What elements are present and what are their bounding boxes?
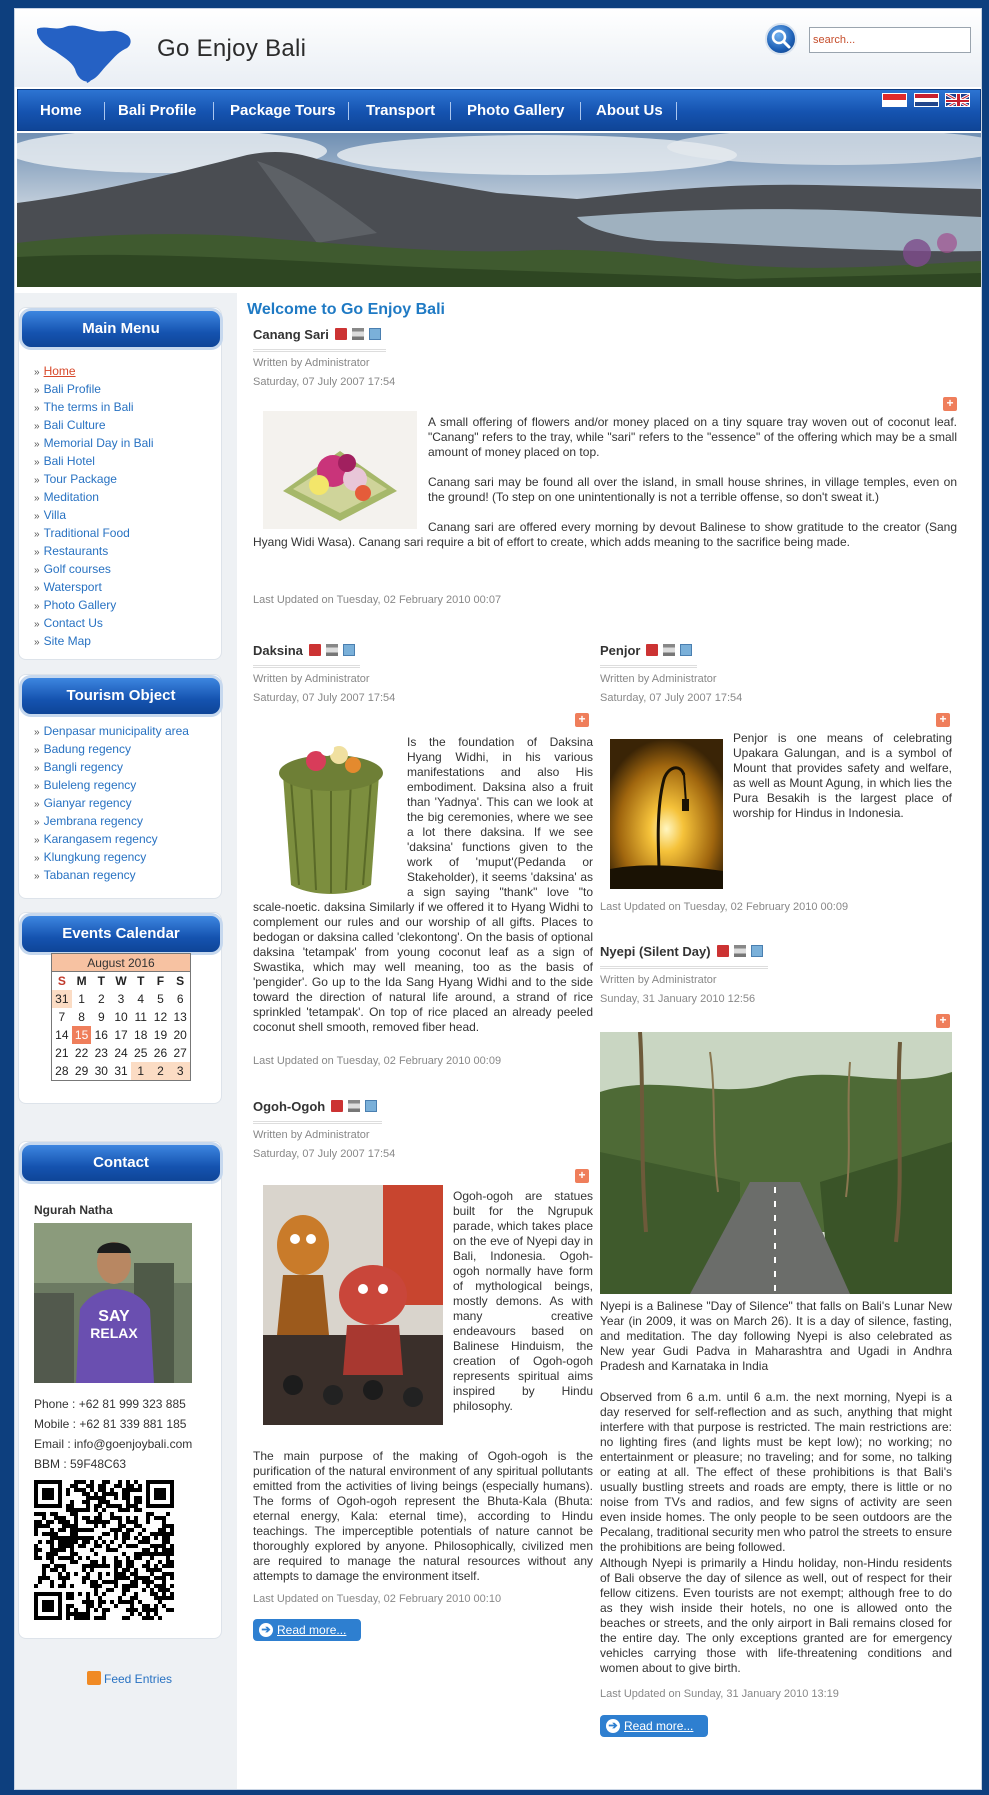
print-icon[interactable]: [734, 945, 746, 957]
article-updated: Last Updated on Tuesday, 02 February 2010 00:09: [600, 901, 849, 913]
bullet-icon: »: [34, 781, 40, 792]
calendar-day[interactable]: 25: [134, 1046, 148, 1060]
tourism-item-label: Klungkung regency: [43, 850, 147, 864]
tourism-item-tabanan[interactable]: [34, 866, 189, 884]
tourism-item-klungkung[interactable]: [34, 848, 189, 866]
calendar-day[interactable]: 9: [97, 1010, 105, 1024]
menu-item-site-map[interactable]: [34, 632, 154, 650]
contact-title: Contact: [19, 1142, 223, 1184]
menu-item-traditional-food[interactable]: [34, 524, 154, 542]
bullet-icon: »: [34, 871, 40, 882]
nav-separator: [213, 102, 214, 120]
calendar-weekday: W: [115, 974, 127, 988]
article-title: [600, 643, 697, 668]
tourism-item-gianyar[interactable]: [34, 794, 189, 812]
calendar-week: [52, 1062, 190, 1080]
bullet-icon: »: [34, 853, 40, 864]
article-paragraph: Canang sari are offered every morning by devout Balinese to show gratitude to the creator (Sang Hyang Widi Wasa). Canang sari require a bit of effort to create, which adds meaning to the sacrifice being made.: [253, 520, 957, 549]
article-paragraph: Nyepi is a Balinese "Day of Silence" that falls on Bali's Lunar New Year (in 2009, it was on March 26). It is a day of silence, fasting, and meditation. The day following Nyepi is also celebrated as New year Gudi Padva in Maharashtra and Ugadi in Andhra Pradesh and Karnataka in India: [600, 1299, 952, 1373]
article-updated: Last Updated on Tuesday, 02 February 2010 00:10: [253, 1593, 502, 1605]
pdf-icon[interactable]: [335, 328, 347, 340]
bullet-icon: »: [34, 421, 40, 432]
menu-item-label: Bali Hotel: [43, 454, 95, 468]
article-tools: [717, 945, 768, 960]
nav-home[interactable]: Home: [40, 102, 82, 119]
article-paragraph: Canang sari may be found all over the island, in small house shrines, in village temples, even on the ground! (To step on one unintentionally is not a terrible offense, so don't sweat it.): [428, 475, 957, 504]
site-title[interactable]: Go Enjoy Bali: [157, 35, 307, 62]
menu-item-label: Home: [43, 364, 76, 378]
calendar-day[interactable]: 10: [114, 1010, 128, 1024]
calendar-weekday: F: [156, 974, 165, 988]
article-title: [600, 944, 768, 969]
menu-item-label: Traditional Food: [43, 526, 130, 540]
email-icon[interactable]: [343, 644, 355, 656]
bullet-icon: »: [34, 367, 40, 378]
tourism-item-buleleng[interactable]: [34, 776, 189, 794]
events-calendar-title: Events Calendar: [19, 913, 223, 955]
calendar-day[interactable]: 13: [173, 1010, 187, 1024]
article-paragraph: A small offering of flowers and/or money placed on a tiny square tray woven out of coconut leaf. "Canang" refers to the tray, while "sari" refers to the "essence" of the offering which may be a small amount of money placed on top.: [428, 415, 957, 459]
tourism-item-badung[interactable]: [34, 740, 189, 758]
menu-item-label: Golf courses: [43, 562, 111, 576]
article-title: [253, 643, 360, 668]
calendar-day[interactable]: 1: [78, 992, 85, 1006]
contact-name: Ngurah Natha: [34, 1203, 113, 1217]
nav-separator: [450, 102, 451, 120]
article-date: Saturday, 07 July 2007 17:54: [253, 1148, 396, 1160]
calendar-weekday: T: [137, 974, 145, 988]
article-ogoh-ogoh: [253, 1099, 593, 1659]
bullet-icon: »: [34, 601, 40, 612]
tourism-item-denpasar[interactable]: [34, 722, 189, 740]
article-tools: [335, 328, 386, 343]
article-date: Sunday, 31 January 2010 12:56: [600, 993, 756, 1005]
article-tools: [331, 1100, 382, 1115]
calendar-day[interactable]: 24: [114, 1046, 128, 1060]
menu-item-meditation[interactable]: [34, 488, 154, 506]
tourism-item-jembrana[interactable]: [34, 812, 189, 830]
menu-item-terms[interactable]: [34, 398, 154, 416]
expand-icon[interactable]: +: [936, 713, 950, 727]
article-author: Written by Administrator: [253, 673, 370, 685]
calendar-day[interactable]: 17: [114, 1028, 128, 1042]
calendar-day[interactable]: 31: [52, 990, 72, 1008]
article-paragraph: Observed from 6 a.m. until 6 a.m. the next morning, Nyepi is a day reserved for self-reflection and as such, anything that might interfere with that purpose is restricted. The main restrictions are: no lighting fires (and lights must be kept low); no working; no entertainment or pleasure; no traveling; and for some, no talking or eating at all. The effect of these prohibitions is that Bali's usually bustling streets and roads are empty, there is little or no noise from TVs and radios, and few signs of activity are seen even inside homes. The only people to be seen outdoors are the Pecalang, traditional security men who patrol the streets to ensure the prohibitions are being followed.: [600, 1390, 952, 1554]
menu-item-villa[interactable]: [34, 506, 154, 524]
print-icon[interactable]: [663, 644, 675, 656]
tourism-item-label: Tabanan regency: [43, 868, 136, 882]
calendar-weekday: S: [176, 974, 185, 988]
mountain-banner-image: [17, 133, 981, 287]
menu-item-label: Site Map: [43, 634, 91, 648]
tourism-item-label: Jembrana regency: [43, 814, 143, 828]
read-more-label: Read more...: [624, 1719, 694, 1733]
page: [14, 8, 982, 1790]
calendar-day[interactable]: 27: [173, 1046, 187, 1060]
bullet-icon: »: [34, 619, 40, 630]
article-date: Saturday, 07 July 2007 17:54: [253, 692, 396, 704]
calendar-week: [52, 990, 190, 1008]
calendar-day[interactable]: 3: [117, 992, 125, 1006]
feed-entries-label: Feed Entries: [104, 1672, 173, 1686]
article-author: Written by Administrator: [600, 974, 717, 986]
calendar-day[interactable]: 18: [134, 1028, 148, 1042]
email-icon[interactable]: [751, 945, 763, 957]
menu-item-label: Tour Package: [43, 472, 117, 486]
print-icon[interactable]: [348, 1100, 360, 1112]
calendar-weekdays: [52, 972, 190, 990]
calendar-week: [52, 1044, 190, 1062]
menu-item-label: Contact Us: [43, 616, 103, 630]
contact-mobile: Mobile : +62 81 339 881 185: [34, 1417, 187, 1431]
article-title: [253, 327, 386, 352]
expand-icon[interactable]: +: [943, 397, 957, 411]
rss-icon: [87, 1671, 101, 1685]
article-author: Written by Administrator: [253, 357, 370, 369]
nyepi-road-image: [600, 1032, 952, 1294]
calendar-day[interactable]: 16: [94, 1028, 108, 1042]
print-icon[interactable]: [352, 328, 364, 340]
menu-item-memorial-day[interactable]: [34, 434, 154, 452]
calendar-day[interactable]: 5: [157, 992, 164, 1006]
calendar-day[interactable]: 31: [114, 1064, 128, 1078]
menu-item-home[interactable]: [34, 362, 154, 380]
page-title: Welcome to Go Enjoy Bali: [247, 301, 445, 318]
article-title-text[interactable]: Nyepi (Silent Day): [600, 944, 711, 959]
bullet-icon: »: [34, 475, 40, 486]
calendar-day[interactable]: 8: [78, 1010, 85, 1024]
calendar-day[interactable]: 3: [170, 1062, 190, 1080]
article-tools: [309, 644, 360, 659]
tourism-item-label: Denpasar municipality area: [43, 724, 189, 738]
feed-entries-link[interactable]: [87, 1671, 172, 1686]
menu-item-label: The terms in Bali: [43, 400, 134, 414]
expand-icon[interactable]: +: [575, 713, 589, 727]
calendar-day[interactable]: 6: [176, 992, 184, 1006]
main-content: [237, 293, 982, 1790]
menu-item-bali-profile[interactable]: [34, 380, 154, 398]
expand-icon[interactable]: +: [575, 1169, 589, 1183]
calendar-day[interactable]: 7: [58, 1010, 66, 1024]
search-icon: [767, 25, 795, 53]
pdf-icon[interactable]: [646, 644, 658, 656]
article-body: [253, 735, 593, 1035]
menu-item-culture[interactable]: [34, 416, 154, 434]
calendar-day[interactable]: 4: [137, 992, 145, 1006]
nav-about-us[interactable]: About Us: [596, 102, 663, 119]
flag-indonesia-icon[interactable]: [882, 93, 907, 107]
contact-email[interactable]: Email : info@goenjoybali.com: [34, 1437, 193, 1451]
article-title-text[interactable]: Ogoh-Ogoh: [253, 1099, 326, 1114]
bullet-icon: »: [34, 799, 40, 810]
calendar-day[interactable]: 12: [153, 1010, 168, 1024]
menu-item-label: Bali Profile: [43, 382, 101, 396]
tourism-item-label: Karangasem regency: [43, 832, 158, 846]
calendar-day[interactable]: 11: [134, 1010, 147, 1024]
tourism-item-bangli[interactable]: [34, 758, 189, 776]
menu-item-label: Villa: [43, 508, 67, 522]
article-date: Saturday, 07 July 2007 17:54: [600, 692, 743, 704]
read-more-label: Read more...: [277, 1623, 347, 1637]
article-penjor: [600, 643, 952, 913]
article-nyepi: [600, 944, 952, 1744]
svg-text:RELAX: RELAX: [90, 1325, 138, 1341]
calendar-weekday: M: [76, 974, 87, 988]
menu-item-watersport[interactable]: [34, 578, 154, 596]
tourism-object-title: Tourism Object: [19, 675, 223, 717]
email-icon[interactable]: [369, 328, 381, 340]
bullet-icon: »: [34, 403, 40, 414]
article-paragraph: Ogoh-ogoh are statues built for the Ngrupuk parade, which takes place on the eve of Nyepi day in Bali, Indonesia. Ogoh-ogoh normally have form of mythological beings, mostly demons. As with many creative endeavours based on Balinese Hinduism, the creation of Ogoh-ogoh represents spiritual aims inspired by Hindu philosophy.: [453, 1189, 593, 1413]
canang-sari-image: [263, 411, 417, 529]
tourism-item-karangasem[interactable]: [34, 830, 189, 848]
nav-separator: [580, 102, 581, 120]
article-date: Saturday, 07 July 2007 17:54: [253, 376, 396, 388]
bullet-icon: »: [34, 529, 40, 540]
pdf-icon[interactable]: [309, 644, 321, 656]
menu-item-label: Watersport: [43, 580, 102, 594]
contact-bbm: BBM : 59F48C63: [34, 1457, 127, 1471]
menu-item-label: Bali Culture: [43, 418, 106, 432]
calendar-day[interactable]: 20: [173, 1028, 187, 1042]
calendar-day[interactable]: 30: [94, 1064, 108, 1078]
article-body-text: Is the foundation of Daksina Hyang Widhi, in his various manifestations and also His embodiment. Daksina also a fruit than 'Yadnya'. This can we look at the big ceremonies, where we see a lot there daksina. If we see 'daksina' functions given to the work of 'muput'(Pedanda or Stakeholder), it seems 'daksina' as a sign saying "thank" love "to scale-noetic. daksina Similarly if we offered it to Hyang Widhi to complement our rules and our worship of all gifts. Places to bedogan or daksina called 'clekontong'. On the basis of optional daksina 'tetampak' from young coconut leaf as a sign of Swastika, which may well meaning, too as the basis of 'pengider'. Go up to the Ida Sang Hyang Widhi and to the side toward the direction of natural life around, a strand of rice sprinkled 'tetampak'. On top of rice placed an already peeled coconut shell smooth, removed fiber head.: [253, 735, 593, 1034]
svg-text:SAY: SAY: [98, 1308, 130, 1325]
article-daksina: [253, 643, 593, 1083]
article-paragraph: Although Nyepi is primarily a Hindu holiday, non-Hindu residents of Bali observe the day of silence as well, out of respect for their fellow citizens. Even tourists are not exempt; although free to do as they wish inside their hotels, no one is allowed onto the beaches or streets, and the only airport in Bali remains closed for the entire day. The only exceptions granted are for emergency vehicles carrying those with life-threatening conditions and women about to give birth.: [600, 1556, 952, 1675]
calendar-month[interactable]: August 2016: [52, 954, 190, 972]
header: [15, 9, 982, 87]
language-flags: [879, 93, 970, 107]
tourism-item-label: Bangli regency: [43, 760, 123, 774]
menu-item-label: Restaurants: [43, 544, 109, 558]
calendar-day[interactable]: 19: [153, 1028, 168, 1042]
menu-item-label: Memorial Day in Bali: [43, 436, 154, 450]
menu-item-restaurants[interactable]: [34, 542, 154, 560]
article-updated: Last Updated on Sunday, 31 January 2010 13:19: [600, 1688, 839, 1700]
bullet-icon: »: [34, 583, 40, 594]
pdf-icon[interactable]: [717, 945, 729, 957]
bullet-icon: »: [34, 511, 40, 522]
bullet-icon: »: [34, 637, 40, 648]
nav-bali-profile[interactable]: Bali Profile: [118, 102, 197, 119]
calendar-day[interactable]: 1: [131, 1062, 151, 1080]
contact-phone: Phone : +62 81 999 323 885: [34, 1397, 186, 1411]
article-paragraph: The main purpose of the making of Ogoh-ogoh is the purification of the natural environment of any spiritual pollutants emitted from the activities of living beings (especially humans). The forms of Ogoh-ogoh represent the Bhuta-Kala (Bhuta: eternal energy, Kala: eternal time), according to Hindu teachings. The imperceptible potentials of nature cannot be thoroughly explored by anyone. Philosophically, civilized men are required to manage the natural resources without any attempts to damage the environment itself.: [253, 1449, 593, 1583]
print-icon[interactable]: [326, 644, 338, 656]
main-menu-list: [34, 362, 154, 650]
calendar-weekday: T: [97, 974, 105, 988]
read-more-button[interactable]: [600, 1715, 708, 1737]
ogoh-ogoh-image: [263, 1185, 443, 1425]
flag-netherlands-icon[interactable]: [914, 93, 939, 107]
article-title-text[interactable]: Daksina: [253, 643, 303, 658]
calendar-widget: [51, 953, 191, 1081]
sidebar: [15, 293, 237, 1790]
bullet-icon: »: [34, 547, 40, 558]
pdf-icon[interactable]: [331, 1100, 343, 1112]
search-input[interactable]: search...: [809, 27, 971, 53]
menu-item-photo-gallery[interactable]: [34, 596, 154, 614]
arrow-right-icon: ➔: [259, 1623, 273, 1637]
calendar-day[interactable]: 21: [55, 1046, 69, 1060]
read-more-button[interactable]: [253, 1619, 361, 1641]
article-updated: Last Updated on Tuesday, 02 February 2010 00:07: [253, 594, 502, 606]
bullet-icon: »: [34, 727, 40, 738]
contact-photo: [34, 1223, 192, 1383]
article-title-text[interactable]: Penjor: [600, 643, 641, 658]
calendar-day[interactable]: 22: [74, 1046, 89, 1060]
tourism-object-list: [34, 722, 189, 884]
bali-island-logo[interactable]: [35, 19, 135, 85]
main-navigation: [17, 89, 981, 131]
calendar-day[interactable]: 23: [94, 1046, 108, 1060]
tourism-object-module: [18, 674, 222, 899]
calendar-day[interactable]: 15: [72, 1026, 92, 1044]
article-author: Written by Administrator: [253, 1129, 370, 1141]
menu-item-tour-package[interactable]: [34, 470, 154, 488]
nav-photo-gallery[interactable]: Photo Gallery: [467, 102, 565, 119]
article-title-text[interactable]: Canang Sari: [253, 327, 329, 342]
menu-item-contact[interactable]: [34, 614, 154, 632]
calendar-week: [52, 1026, 190, 1044]
menu-item-hotel[interactable]: [34, 452, 154, 470]
article-body: Penjor is one means of celebrating Upakara Galungan, and is a symbol of Mount that provides safety and welfare, as well as Mount Agung, in which lies the Pura Besakih is the largest place of worship for Hindus in Indonesia.: [733, 731, 952, 820]
menu-item-golf[interactable]: [34, 560, 154, 578]
tourism-item-label: Badung regency: [43, 742, 131, 756]
nav-separator: [104, 102, 105, 120]
menu-item-label: Meditation: [43, 490, 99, 504]
penjor-image: [610, 739, 723, 889]
tourism-item-label: Gianyar regency: [43, 796, 132, 810]
email-icon[interactable]: [680, 644, 692, 656]
calendar-day[interactable]: 29: [74, 1064, 89, 1078]
bullet-icon: »: [34, 745, 40, 756]
bullet-icon: »: [34, 817, 40, 828]
calendar-weekday: S: [57, 974, 66, 988]
calendar-day[interactable]: 26: [153, 1046, 168, 1060]
tourism-item-label: Buleleng regency: [43, 778, 137, 792]
search-button[interactable]: [765, 23, 797, 55]
calendar-day[interactable]: 28: [55, 1064, 69, 1078]
qr-code: [34, 1480, 174, 1620]
expand-icon[interactable]: +: [936, 1014, 950, 1028]
article-canang-sari: [253, 327, 957, 617]
main-menu-module: [18, 307, 222, 660]
events-calendar-module: [18, 912, 222, 1104]
nav-package-tours[interactable]: Package Tours: [230, 102, 336, 119]
article-title: [253, 1099, 382, 1124]
calendar-day[interactable]: 2: [97, 992, 105, 1006]
contact-module: [18, 1141, 222, 1639]
nav-transport[interactable]: Transport: [366, 102, 436, 119]
daksina-picture: [261, 735, 395, 898]
article-tools: [646, 644, 697, 659]
nav-separator: [348, 102, 349, 120]
article-updated: Last Updated on Tuesday, 02 February 2010 00:09: [253, 1055, 502, 1067]
calendar-week: [52, 1008, 190, 1026]
email-icon[interactable]: [365, 1100, 377, 1112]
bullet-icon: »: [34, 493, 40, 504]
bullet-icon: »: [34, 565, 40, 576]
flag-uk-icon[interactable]: [945, 93, 970, 107]
calendar-day[interactable]: 14: [55, 1028, 69, 1042]
bullet-icon: »: [34, 457, 40, 468]
bullet-icon: »: [34, 385, 40, 396]
bullet-icon: »: [34, 763, 40, 774]
menu-item-label: Photo Gallery: [43, 598, 117, 612]
calendar-day[interactable]: 2: [151, 1062, 171, 1080]
arrow-right-icon: ➔: [606, 1719, 620, 1733]
article-author: Written by Administrator: [600, 673, 717, 685]
main-menu-title: Main Menu: [19, 308, 223, 350]
nav-separator: [676, 102, 677, 120]
bullet-icon: »: [34, 835, 40, 846]
bullet-icon: »: [34, 439, 40, 450]
